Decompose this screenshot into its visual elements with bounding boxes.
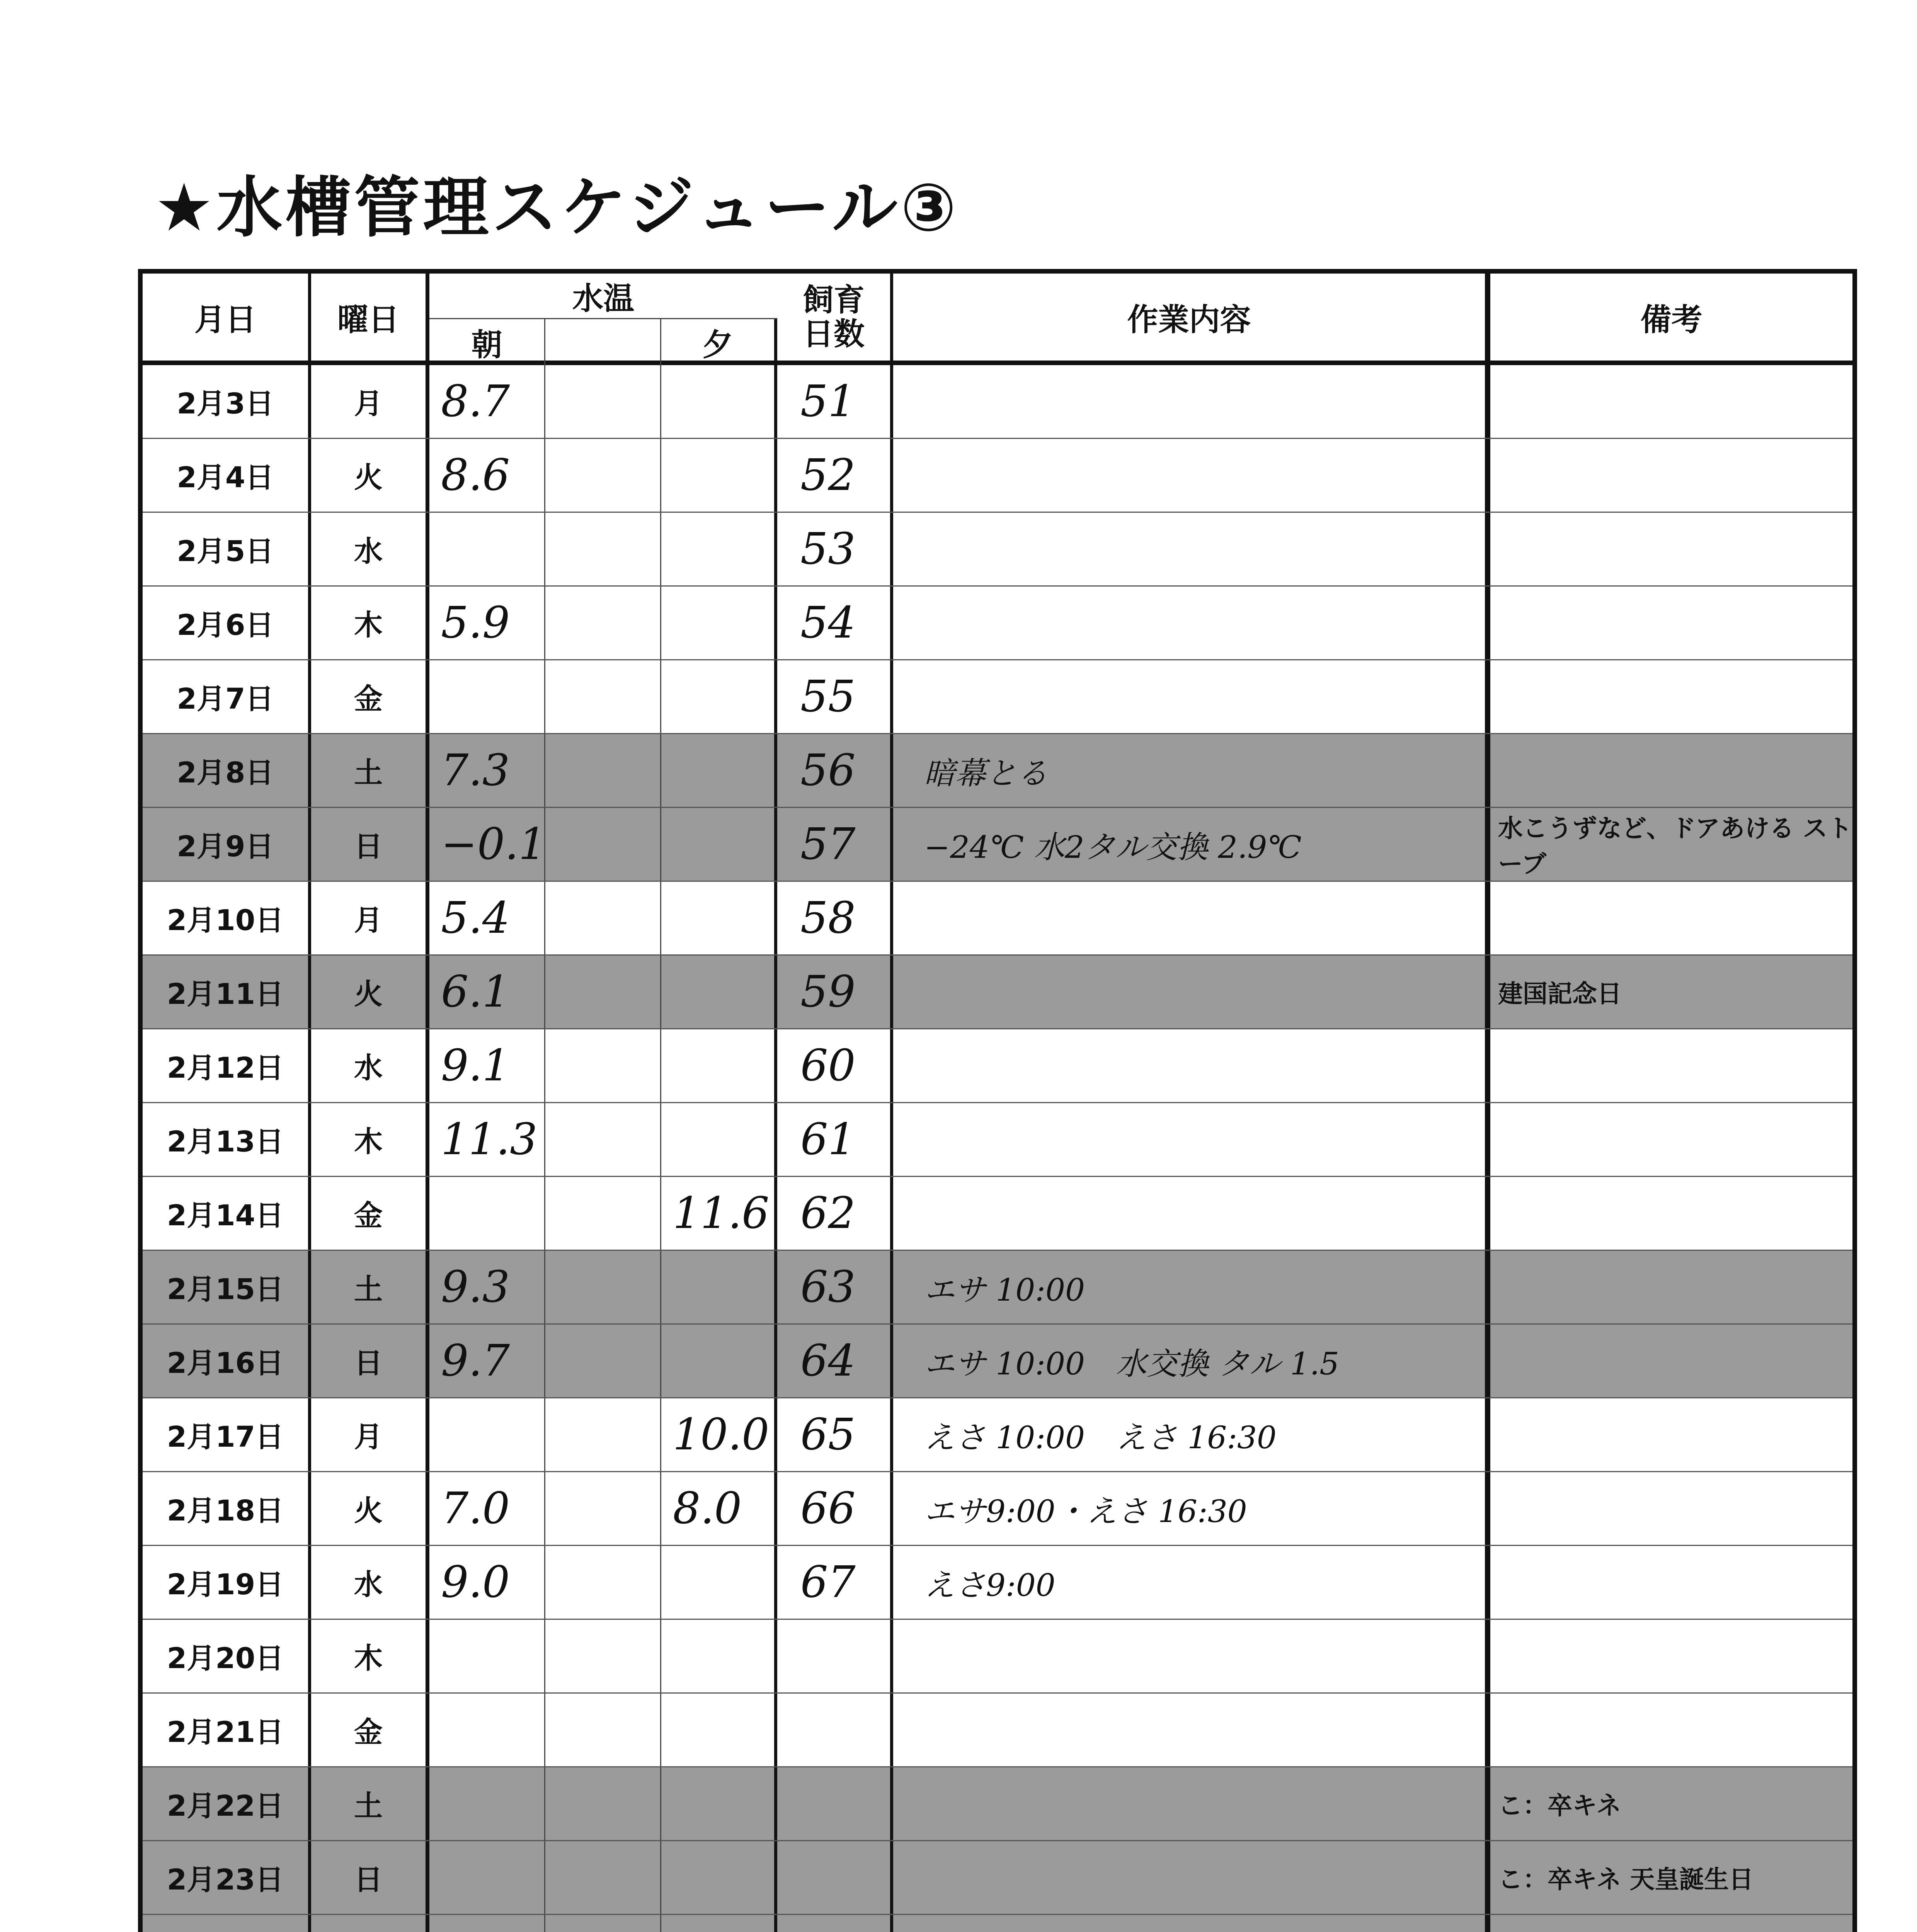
table-header bbox=[143, 274, 1852, 365]
evening-temp-cell bbox=[661, 1177, 777, 1250]
rearing-days-cell bbox=[777, 808, 893, 881]
weekday-cell bbox=[311, 1694, 429, 1766]
evening-temp-cell bbox=[661, 734, 777, 807]
work-cell bbox=[893, 1325, 1490, 1397]
weekday-value: 木 bbox=[354, 1642, 383, 1675]
weekday-cell bbox=[311, 1251, 429, 1323]
rearing-days-cell bbox=[777, 660, 893, 733]
notes-cell bbox=[1490, 587, 1852, 659]
table-row bbox=[143, 734, 1852, 808]
work-value: エサ 10:00 水交換 タル 1.5 bbox=[924, 1345, 1340, 1382]
morning-temp-cell bbox=[429, 660, 545, 733]
date-cell bbox=[143, 1398, 311, 1471]
date-cell bbox=[143, 439, 311, 512]
rearing-days-cell bbox=[777, 365, 893, 438]
date-cell bbox=[143, 1325, 311, 1397]
evening-temp-cell bbox=[661, 439, 777, 512]
midday-temp-cell bbox=[545, 1472, 661, 1545]
date-cell bbox=[143, 1251, 311, 1323]
evening-temp-cell bbox=[661, 1472, 777, 1545]
midday-temp-cell bbox=[545, 1398, 661, 1471]
table-row bbox=[143, 1103, 1852, 1177]
table-row bbox=[143, 1546, 1852, 1620]
evening-temp-cell bbox=[661, 1103, 777, 1176]
rearing-days-value: 65 bbox=[800, 1410, 856, 1460]
date-value: 2月23日 bbox=[167, 1863, 284, 1896]
morning-temp-value: 11.3 bbox=[441, 1114, 538, 1165]
morning-temp-cell bbox=[429, 734, 545, 807]
morning-temp-cell bbox=[429, 1177, 545, 1250]
morning-temp-value: 9.7 bbox=[441, 1336, 510, 1386]
work-cell bbox=[893, 808, 1490, 881]
table-row bbox=[143, 1177, 1852, 1251]
weekday-cell bbox=[311, 587, 429, 659]
work-cell bbox=[893, 587, 1490, 659]
date-cell bbox=[143, 513, 311, 585]
evening-temp-cell bbox=[661, 513, 777, 585]
evening-temp-cell bbox=[661, 1251, 777, 1323]
rearing-days-value: 64 bbox=[800, 1336, 856, 1386]
rearing-days-cell bbox=[777, 1251, 893, 1323]
table-row bbox=[143, 1694, 1852, 1767]
table-row bbox=[143, 1029, 1852, 1103]
notes-cell bbox=[1490, 956, 1852, 1028]
notes-cell bbox=[1490, 1694, 1852, 1766]
date-cell bbox=[143, 1620, 311, 1692]
date-cell bbox=[143, 1177, 311, 1250]
evening-temp-cell bbox=[661, 956, 777, 1028]
morning-temp-cell bbox=[429, 1398, 545, 1471]
morning-temp-value: 9.3 bbox=[441, 1262, 510, 1312]
weekday-cell bbox=[311, 439, 429, 512]
midday-temp-cell bbox=[545, 734, 661, 807]
evening-temp-cell bbox=[661, 1694, 777, 1766]
notes-value: こ：卒キネ 天皇誕生日 bbox=[1498, 1866, 1754, 1894]
rearing-days-value: 51 bbox=[800, 376, 856, 427]
midday-temp-cell bbox=[545, 1694, 661, 1766]
weekday-value: 金 bbox=[354, 682, 383, 716]
notes-cell bbox=[1490, 1029, 1852, 1102]
work-cell bbox=[893, 365, 1490, 438]
midday-temp-cell bbox=[545, 1177, 661, 1250]
work-cell bbox=[893, 1767, 1490, 1840]
table-row bbox=[143, 882, 1852, 956]
date-cell bbox=[143, 1103, 311, 1176]
work-cell bbox=[893, 1103, 1490, 1176]
evening-temp-value: 11.6 bbox=[673, 1188, 770, 1238]
rearing-days-cell bbox=[777, 956, 893, 1028]
weekday-cell bbox=[311, 1325, 429, 1397]
notes-cell bbox=[1490, 808, 1852, 881]
table-row bbox=[143, 660, 1852, 734]
table-row bbox=[143, 439, 1852, 513]
date-value: 2月10日 bbox=[167, 904, 284, 937]
rearing-days-value: 55 bbox=[800, 672, 856, 722]
date-cell bbox=[143, 1767, 311, 1840]
morning-temp-cell bbox=[429, 1694, 545, 1766]
weekday-cell bbox=[311, 1841, 429, 1914]
header-rearing-days-line2: 日数 bbox=[803, 316, 865, 352]
weekday-cell bbox=[311, 1177, 429, 1250]
date-value: 2月12日 bbox=[167, 1051, 284, 1085]
date-value: 2月3日 bbox=[177, 387, 274, 420]
table-row bbox=[143, 808, 1852, 882]
date-value: 2月18日 bbox=[167, 1494, 284, 1527]
date-cell bbox=[143, 1546, 311, 1619]
work-cell bbox=[893, 1694, 1490, 1766]
morning-temp-value: 9.1 bbox=[441, 1041, 510, 1091]
work-value: えさ 10:00 えさ 16:30 bbox=[924, 1419, 1277, 1456]
weekday-cell bbox=[311, 808, 429, 881]
rearing-days-value: 67 bbox=[800, 1557, 856, 1607]
date-value: 2月6日 bbox=[177, 609, 274, 642]
rearing-days-cell bbox=[777, 1029, 893, 1102]
work-cell bbox=[893, 439, 1490, 512]
weekday-cell bbox=[311, 734, 429, 807]
weekday-value: 水 bbox=[354, 1051, 383, 1085]
rearing-days-value: 52 bbox=[800, 450, 856, 500]
date-value: 2月8日 bbox=[177, 756, 274, 789]
rearing-days-cell bbox=[777, 1841, 893, 1914]
weekday-cell bbox=[311, 956, 429, 1028]
weekday-cell bbox=[311, 1029, 429, 1102]
work-cell bbox=[893, 1398, 1490, 1471]
midday-temp-cell bbox=[545, 660, 661, 733]
weekday-cell bbox=[311, 513, 429, 585]
date-value: 2月21日 bbox=[167, 1716, 284, 1749]
evening-temp-value: 10.0 bbox=[673, 1410, 770, 1460]
weekday-value: 月 bbox=[354, 904, 383, 937]
midday-temp-cell bbox=[545, 365, 661, 438]
midday-temp-cell bbox=[545, 1325, 661, 1397]
work-cell bbox=[893, 882, 1490, 954]
midday-temp-cell bbox=[545, 587, 661, 659]
weekday-cell bbox=[311, 1472, 429, 1545]
midday-temp-cell bbox=[545, 1915, 661, 1932]
table-row bbox=[143, 365, 1852, 439]
rearing-days-value: 62 bbox=[800, 1188, 856, 1238]
date-cell bbox=[143, 882, 311, 954]
date-cell bbox=[143, 587, 311, 659]
header-water-temp: 水温 bbox=[429, 274, 777, 319]
midday-temp-cell bbox=[545, 1841, 661, 1914]
work-cell bbox=[893, 1472, 1490, 1545]
header-evening: 夕 bbox=[661, 319, 777, 365]
notes-cell bbox=[1490, 439, 1852, 512]
rearing-days-cell bbox=[777, 1325, 893, 1397]
morning-temp-cell bbox=[429, 1915, 545, 1932]
morning-temp-value: −0.1 bbox=[441, 819, 546, 869]
evening-temp-cell bbox=[661, 365, 777, 438]
rearing-days-cell bbox=[777, 1694, 893, 1766]
rearing-days-cell bbox=[777, 439, 893, 512]
rearing-days-value: 57 bbox=[800, 819, 856, 869]
rearing-days-cell bbox=[777, 1103, 893, 1176]
rearing-days-cell bbox=[777, 513, 893, 585]
date-cell bbox=[143, 1029, 311, 1102]
rearing-days-cell bbox=[777, 882, 893, 954]
midday-temp-cell bbox=[545, 1251, 661, 1323]
rearing-days-cell bbox=[777, 587, 893, 659]
evening-temp-cell bbox=[661, 1841, 777, 1914]
page-title: ★水槽管理スケジュール③ bbox=[155, 170, 960, 246]
midday-temp-cell bbox=[545, 956, 661, 1028]
date-value: 2月4日 bbox=[177, 461, 274, 494]
notes-cell bbox=[1490, 365, 1852, 438]
rearing-days-value: 58 bbox=[800, 893, 856, 943]
header-rearing-days-line1: 飼育 bbox=[803, 282, 865, 318]
table-row bbox=[143, 587, 1852, 660]
weekday-value: 日 bbox=[354, 830, 383, 863]
date-value: 2月17日 bbox=[167, 1420, 284, 1454]
rearing-days-cell bbox=[777, 1398, 893, 1471]
work-cell bbox=[893, 956, 1490, 1028]
rearing-days-value: 66 bbox=[800, 1483, 856, 1534]
date-cell bbox=[143, 1694, 311, 1766]
date-value: 2月20日 bbox=[167, 1642, 284, 1675]
weekday-value: 火 bbox=[354, 1494, 383, 1527]
weekday-cell bbox=[311, 1103, 429, 1176]
midday-temp-cell bbox=[545, 1546, 661, 1619]
weekday-cell bbox=[311, 1398, 429, 1471]
date-value: 2月9日 bbox=[177, 830, 274, 863]
rearing-days-cell bbox=[777, 1620, 893, 1692]
morning-temp-value: 5.9 bbox=[441, 598, 510, 648]
midday-temp-cell bbox=[545, 1767, 661, 1840]
morning-temp-value: 7.0 bbox=[441, 1483, 510, 1534]
notes-cell bbox=[1490, 1841, 1852, 1914]
notes-cell bbox=[1490, 1398, 1852, 1471]
weekday-value: 水 bbox=[354, 1568, 383, 1601]
notes-cell bbox=[1490, 513, 1852, 585]
work-value: 暗幕とる bbox=[924, 755, 1048, 791]
date-value: 2月15日 bbox=[167, 1273, 284, 1306]
notes-cell bbox=[1490, 1546, 1852, 1619]
weekday-value: 日 bbox=[354, 1347, 383, 1380]
work-cell bbox=[893, 1841, 1490, 1914]
morning-temp-cell bbox=[429, 1841, 545, 1914]
morning-temp-cell bbox=[429, 439, 545, 512]
weekday-cell bbox=[311, 1546, 429, 1619]
weekday-value: 土 bbox=[354, 1273, 383, 1306]
weekday-value: 月 bbox=[354, 1420, 383, 1454]
morning-temp-cell bbox=[429, 1472, 545, 1545]
date-value: 2月5日 bbox=[177, 535, 274, 568]
morning-temp-cell bbox=[429, 1251, 545, 1323]
table-row bbox=[143, 1841, 1852, 1915]
evening-temp-cell bbox=[661, 1767, 777, 1840]
header-date: 月日 bbox=[143, 274, 311, 361]
date-cell bbox=[143, 660, 311, 733]
table-row bbox=[143, 956, 1852, 1029]
notes-cell bbox=[1490, 1620, 1852, 1692]
header-rearing-days bbox=[777, 274, 893, 361]
morning-temp-cell bbox=[429, 882, 545, 954]
midday-temp-cell bbox=[545, 882, 661, 954]
header-notes: 備考 bbox=[1640, 302, 1702, 338]
table-row bbox=[143, 1767, 1852, 1841]
weekday-value: 木 bbox=[354, 1125, 383, 1158]
morning-temp-cell bbox=[429, 956, 545, 1028]
rearing-days-cell bbox=[777, 1177, 893, 1250]
work-value: えさ9:00 bbox=[924, 1567, 1056, 1603]
notes-value: こ：卒キネ bbox=[1498, 1792, 1621, 1820]
date-cell bbox=[143, 956, 311, 1028]
rearing-days-cell bbox=[777, 1767, 893, 1840]
evening-temp-cell bbox=[661, 587, 777, 659]
rearing-days-cell bbox=[777, 1472, 893, 1545]
morning-temp-cell bbox=[429, 1546, 545, 1619]
date-value: 2月14日 bbox=[167, 1199, 284, 1232]
table-row bbox=[143, 1325, 1852, 1398]
work-value: −24℃ 水2タル交換 2.9℃ bbox=[924, 829, 1302, 865]
morning-temp-value: 5.4 bbox=[441, 893, 510, 943]
midday-temp-cell bbox=[545, 439, 661, 512]
midday-temp-cell bbox=[545, 1103, 661, 1176]
weekday-cell bbox=[311, 365, 429, 438]
evening-temp-cell bbox=[661, 1325, 777, 1397]
morning-temp-cell bbox=[429, 513, 545, 585]
weekday-value: 水 bbox=[354, 535, 383, 568]
weekday-value: 土 bbox=[354, 756, 383, 789]
work-cell bbox=[893, 513, 1490, 585]
weekday-cell bbox=[311, 660, 429, 733]
notes-cell bbox=[1490, 1103, 1852, 1176]
rearing-days-value: 61 bbox=[800, 1114, 856, 1165]
table-row bbox=[143, 1398, 1852, 1472]
weekday-cell bbox=[311, 1915, 429, 1932]
work-cell bbox=[893, 660, 1490, 733]
work-cell bbox=[893, 1251, 1490, 1323]
work-cell bbox=[893, 1546, 1490, 1619]
weekday-value: 金 bbox=[354, 1199, 383, 1232]
date-value: 2月22日 bbox=[167, 1789, 284, 1823]
header-weekday: 曜日 bbox=[311, 274, 429, 361]
evening-temp-cell bbox=[661, 808, 777, 881]
morning-temp-cell bbox=[429, 1103, 545, 1176]
notes-value: 建国記念日 bbox=[1498, 980, 1622, 1009]
morning-temp-value: 8.7 bbox=[441, 376, 510, 427]
notes-cell bbox=[1490, 1915, 1852, 1932]
date-cell bbox=[143, 365, 311, 438]
evening-temp-value: 8.0 bbox=[673, 1483, 742, 1534]
evening-temp-cell bbox=[661, 1546, 777, 1619]
rearing-days-cell bbox=[777, 1546, 893, 1619]
weekday-value: 木 bbox=[354, 609, 383, 642]
weekday-cell bbox=[311, 882, 429, 954]
table-row bbox=[143, 1915, 1852, 1932]
morning-temp-value: 7.3 bbox=[441, 745, 510, 796]
weekday-value: 月 bbox=[354, 387, 383, 420]
morning-temp-value: 6.1 bbox=[441, 967, 510, 1017]
notes-cell bbox=[1490, 734, 1852, 807]
midday-temp-cell bbox=[545, 1029, 661, 1102]
morning-temp-cell bbox=[429, 1767, 545, 1840]
notes-cell bbox=[1490, 1472, 1852, 1545]
weekday-value: 火 bbox=[354, 461, 383, 494]
notes-cell bbox=[1490, 1325, 1852, 1397]
evening-temp-cell bbox=[661, 1620, 777, 1692]
weekday-cell bbox=[311, 1767, 429, 1840]
evening-temp-cell bbox=[661, 1398, 777, 1471]
header-midday bbox=[545, 319, 661, 365]
work-cell bbox=[893, 1620, 1490, 1692]
date-value: 2月16日 bbox=[167, 1347, 284, 1380]
morning-temp-cell bbox=[429, 365, 545, 438]
date-value: 2月7日 bbox=[177, 682, 274, 716]
notes-cell bbox=[1490, 1251, 1852, 1323]
schedule-table bbox=[138, 269, 1857, 1932]
midday-temp-cell bbox=[545, 513, 661, 585]
notes-value: 水こうずなど、ドアあける ストーブ bbox=[1498, 815, 1852, 879]
date-value: 2月19日 bbox=[167, 1568, 284, 1601]
work-cell bbox=[893, 1915, 1490, 1932]
date-cell bbox=[143, 808, 311, 881]
date-cell bbox=[143, 734, 311, 807]
weekday-value: 日 bbox=[354, 1863, 383, 1896]
rearing-days-value: 63 bbox=[800, 1262, 856, 1312]
morning-temp-cell bbox=[429, 1029, 545, 1102]
work-value: エサ9:00・えさ 16:30 bbox=[924, 1493, 1247, 1529]
header-work: 作業内容 bbox=[893, 274, 1490, 361]
work-value: エサ 10:00 bbox=[924, 1272, 1085, 1308]
work-cell bbox=[893, 734, 1490, 807]
table-row bbox=[143, 1251, 1852, 1325]
midday-temp-cell bbox=[545, 808, 661, 881]
date-cell bbox=[143, 1472, 311, 1545]
midday-temp-cell bbox=[545, 1620, 661, 1692]
date-value: 2月11日 bbox=[167, 978, 284, 1011]
rearing-days-value: 56 bbox=[800, 745, 856, 796]
rearing-days-cell bbox=[777, 1915, 893, 1932]
date-cell bbox=[143, 1841, 311, 1914]
rearing-days-value: 53 bbox=[800, 524, 856, 574]
rearing-days-value: 59 bbox=[800, 967, 856, 1017]
morning-temp-cell bbox=[429, 1620, 545, 1692]
weekday-value: 火 bbox=[354, 978, 383, 1011]
notes-cell bbox=[1490, 882, 1852, 954]
notes-cell bbox=[1490, 1767, 1852, 1840]
evening-temp-cell bbox=[661, 1029, 777, 1102]
date-cell bbox=[143, 1915, 311, 1932]
notes-cell bbox=[1490, 660, 1852, 733]
evening-temp-cell bbox=[661, 882, 777, 954]
morning-temp-value: 8.6 bbox=[441, 450, 510, 500]
header-morning: 朝 bbox=[429, 319, 545, 365]
evening-temp-cell bbox=[661, 1915, 777, 1932]
morning-temp-cell bbox=[429, 587, 545, 659]
rearing-days-value: 54 bbox=[800, 598, 856, 648]
weekday-value: 金 bbox=[354, 1716, 383, 1749]
morning-temp-cell bbox=[429, 808, 545, 881]
work-cell bbox=[893, 1029, 1490, 1102]
weekday-cell bbox=[311, 1620, 429, 1692]
weekday-value: 土 bbox=[354, 1789, 383, 1823]
table-row bbox=[143, 1472, 1852, 1546]
notes-cell bbox=[1490, 1177, 1852, 1250]
evening-temp-cell bbox=[661, 660, 777, 733]
rearing-days-cell bbox=[777, 734, 893, 807]
morning-temp-value: 9.0 bbox=[441, 1557, 510, 1607]
rearing-days-value: 60 bbox=[800, 1041, 856, 1091]
work-cell bbox=[893, 1177, 1490, 1250]
morning-temp-cell bbox=[429, 1325, 545, 1397]
date-value: 2月13日 bbox=[167, 1125, 284, 1158]
table-row bbox=[143, 513, 1852, 587]
table-row bbox=[143, 1620, 1852, 1694]
